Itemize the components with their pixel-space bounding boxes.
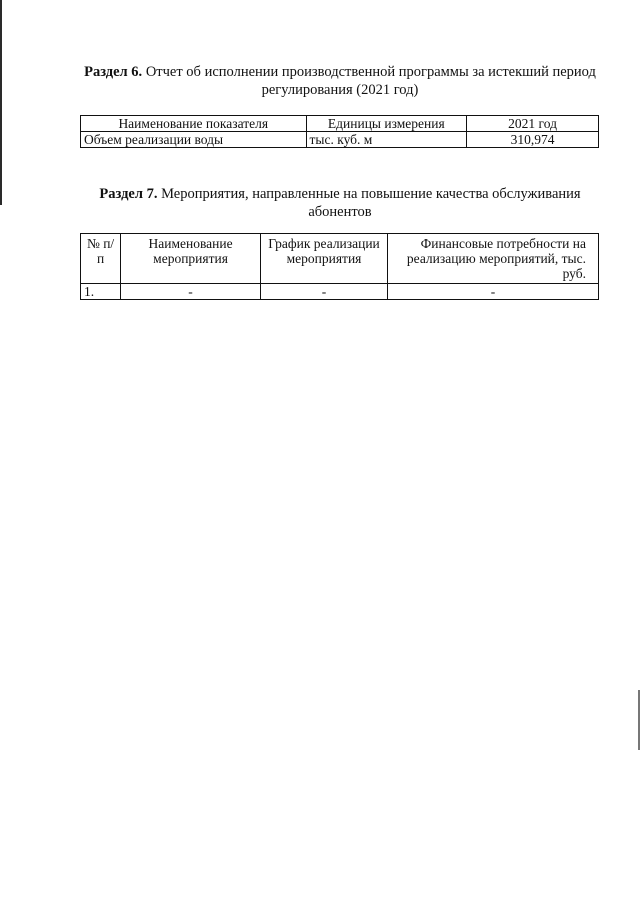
column-header-schedule: График реализации мероприятия (260, 234, 387, 284)
table-row (81, 132, 599, 148)
section-6-heading (80, 63, 600, 99)
table-header-row (81, 116, 599, 132)
table-cell-units: тыс. куб. м (306, 132, 467, 148)
section-7-title: Мероприятия, направленные на повышение качества обслуживания абонентов (161, 186, 581, 220)
table-cell-number: 1. (81, 284, 121, 300)
column-header-number: № п/п (81, 234, 121, 284)
table-cell-indicator: Объем реализации воды (81, 132, 307, 148)
table-header-row (81, 234, 599, 284)
column-header-year: 2021 год (467, 116, 599, 132)
column-header-measure-name: Наименование мероприятия (121, 234, 261, 284)
column-header-indicator: Наименование показателя (81, 116, 307, 132)
table-row (81, 284, 599, 300)
table-cell-value: 310,974 (467, 132, 599, 148)
scan-edge-left (0, 0, 2, 205)
column-header-units: Единицы измерения (306, 116, 467, 132)
service-quality-measures-table (80, 233, 599, 300)
column-header-financial-needs: Финансовые потребности на реализацию мероприятий, тыс. руб. (388, 234, 599, 284)
section-7-heading (80, 185, 600, 221)
production-program-report-table (80, 115, 599, 148)
section-7-label: Раздел 7. (99, 186, 158, 202)
table-cell-measure-name: - (121, 284, 261, 300)
table-cell-financial-needs: - (388, 284, 599, 300)
section-6-label: Раздел 6. (84, 64, 143, 80)
table-cell-schedule: - (260, 284, 387, 300)
section-6-title: Отчет об исполнении производственной программы за истекший период регулирования (2021 год) (145, 64, 596, 98)
